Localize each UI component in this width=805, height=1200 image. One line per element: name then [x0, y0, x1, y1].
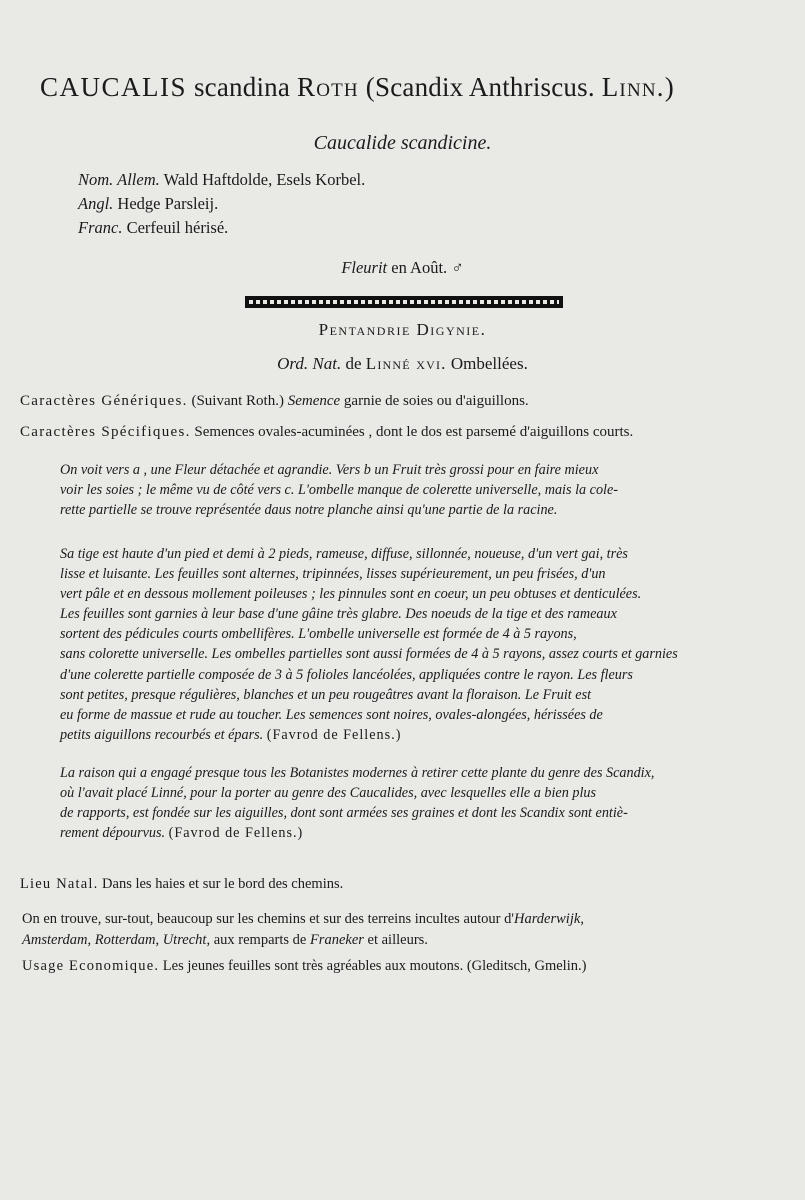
- author-credit: (Favrod de Fellens.): [266, 726, 402, 743]
- author-credit: (Favrod de Fellens.): [168, 825, 304, 842]
- text-line: d'une colerette partielle composée de 3 à 5 folioles lancéolées, appliquées contre le rayon. Les fleurs: [60, 666, 633, 683]
- taxonomy-note: [60, 763, 786, 843]
- text-line: de rapports, est fondée sur les aiguilles, dont sont armées ses graines et dont les Scandix sont entiè-: [60, 805, 628, 822]
- generic-rest: garnie de soies ou d'aiguillons.: [343, 393, 529, 409]
- economic-usage: [22, 958, 586, 975]
- name-text-german: Wald Haftdolde, Esels Korbel.: [163, 170, 366, 189]
- text-line: eu forme de massue et rude au toucher. Les semences sont noires, ovales-alongées, hérissées de: [60, 706, 603, 723]
- text-line-last: petits aiguillons recourbés et épars.: [60, 726, 264, 743]
- locality-place: Franeker: [309, 931, 364, 948]
- text-line: vert pâle et en dessous mollement poileuses ; les pinnules sont en coeur, un peu obtuses et denticulées.: [60, 586, 642, 603]
- text-line: voir les soies ; le même vu de côté vers c. L'ombelle manque de colerette universelle, mais la cole-: [60, 482, 619, 499]
- class-line: Pentandrie Digynie.: [318, 320, 487, 339]
- locality-place: Rotterdam: [94, 931, 156, 948]
- name-lang-english: Angl.: [78, 194, 114, 213]
- generic-italic: Semence: [287, 393, 341, 409]
- name-lang-german: Nom. Allem.: [78, 170, 160, 189]
- generic-label: Caractères Génériques.: [20, 393, 188, 409]
- name-lang-french: Franc.: [78, 218, 123, 237]
- locality-place: Amsterdam: [22, 931, 88, 948]
- genus-name: CAUCALIS: [40, 72, 188, 102]
- figure-description: [60, 460, 786, 520]
- order-family: Ombellées.: [450, 354, 528, 373]
- text-line: Sa tige est haute d'un pied et demi à 2 pieds, rameuse, diffuse, sillonnée, noueuse, d'un vert gai, très: [60, 546, 628, 562]
- name-text-english: Hedge Parsleij.: [117, 194, 219, 213]
- text-line: rette partielle se trouve représentée daus notre planche ainsi qu'une partie de la racine.: [60, 502, 558, 519]
- plant-description: [60, 544, 786, 745]
- usage-credit: (Gleditsch, Gmelin.): [466, 958, 587, 974]
- biennial-symbol-icon: ♂: [451, 258, 464, 277]
- locality-text: ,: [155, 931, 163, 948]
- text-line: La raison qui a engagé presque tous les Botanistes modernes à retirer cette plante du genre des Scandix,: [60, 765, 655, 781]
- name-french: [78, 218, 228, 238]
- plant-title: [40, 72, 675, 103]
- specific-characters: [20, 424, 633, 441]
- generic-text: (Suivant Roth.): [191, 393, 284, 409]
- locality-place: Utrecht: [162, 931, 207, 948]
- locality-text: ,: [87, 931, 95, 948]
- text-line: lisse et luisante. Les feuilles sont alternes, tripinnées, lisses supérieurement, un peu frisées, d'un: [60, 566, 606, 583]
- text-line: [22, 930, 784, 951]
- order-line: [0, 354, 805, 374]
- order-prefix: Ord. Nat.: [277, 354, 342, 373]
- flowering-label: Fleurit: [341, 258, 388, 277]
- order-linne: Linné xvi.: [365, 354, 447, 373]
- locality-text: et ailleurs.: [363, 931, 428, 948]
- specific-text: Semences ovales-acuminées , dont le dos est parsemé d'aiguillons courts.: [194, 424, 634, 440]
- synonym-author: Linn.): [601, 72, 675, 102]
- text-line: où l'avait placé Linné, pour la porter au genre des Caucalides, avec lesquelles elle a bien plus: [60, 785, 597, 802]
- text-line: sortent des pédicules courts ombellifères. L'ombelle universelle est formée de 4 à 5 rayons,: [60, 626, 577, 643]
- locality-text: ,: [580, 911, 584, 927]
- text-line-last: rement dépourvus.: [60, 825, 166, 842]
- species-name: scandina: [193, 72, 291, 102]
- text-line: sans colorette universelle. Les ombelles partielles sont aussi formées de 4 à 5 rayons, assez courts et garnies: [60, 646, 678, 663]
- specific-label: Caractères Spécifiques.: [20, 424, 191, 440]
- locality-place: Harderwijk: [513, 911, 581, 927]
- flowering-text: en Août.: [391, 258, 448, 277]
- usage-text: Les jeunes feuilles sont très agréables aux moutons.: [162, 958, 464, 974]
- habitat-label: Lieu Natal.: [20, 876, 99, 892]
- native-habitat: [20, 876, 343, 893]
- text-line: On voit vers a , une Fleur détachée et agrandie. Vers b un Fruit très grossi pour en faire mieux: [60, 462, 599, 478]
- name-text-french: Cerfeuil hérisé.: [126, 218, 229, 237]
- order-de: de: [345, 354, 362, 373]
- usage-label: Usage Economique.: [22, 958, 160, 974]
- text-line: Les feuilles sont garnies à leur base d'une gâine très glabre. Des noeuds de la tige et des rameaux: [60, 606, 617, 623]
- synonym-name: (Scandix Anthriscus.: [365, 72, 595, 102]
- author-name: Roth: [296, 72, 359, 102]
- ornamental-divider: [245, 296, 563, 308]
- french-name: Caucalide scandicine.: [313, 132, 492, 154]
- habitat-text: Dans les haies et sur le bord des chemins.: [102, 876, 344, 892]
- flowering-line: [0, 258, 805, 278]
- text-line: [22, 909, 784, 930]
- name-german: [78, 170, 365, 190]
- localities: [22, 909, 784, 950]
- text-line: [60, 823, 786, 843]
- locality-text: On en trouve, sur-tout, beaucoup sur les chemins et sur des terreins incultes autour d': [22, 911, 514, 927]
- locality-text: , aux remparts de: [206, 931, 310, 948]
- text-line: [60, 725, 786, 745]
- generic-characters: [20, 393, 529, 410]
- name-english: [78, 194, 218, 214]
- text-line: sont petites, presque régulières, blanches et un peu rougeâtres avant la floraison. Le Fruit est: [60, 686, 592, 703]
